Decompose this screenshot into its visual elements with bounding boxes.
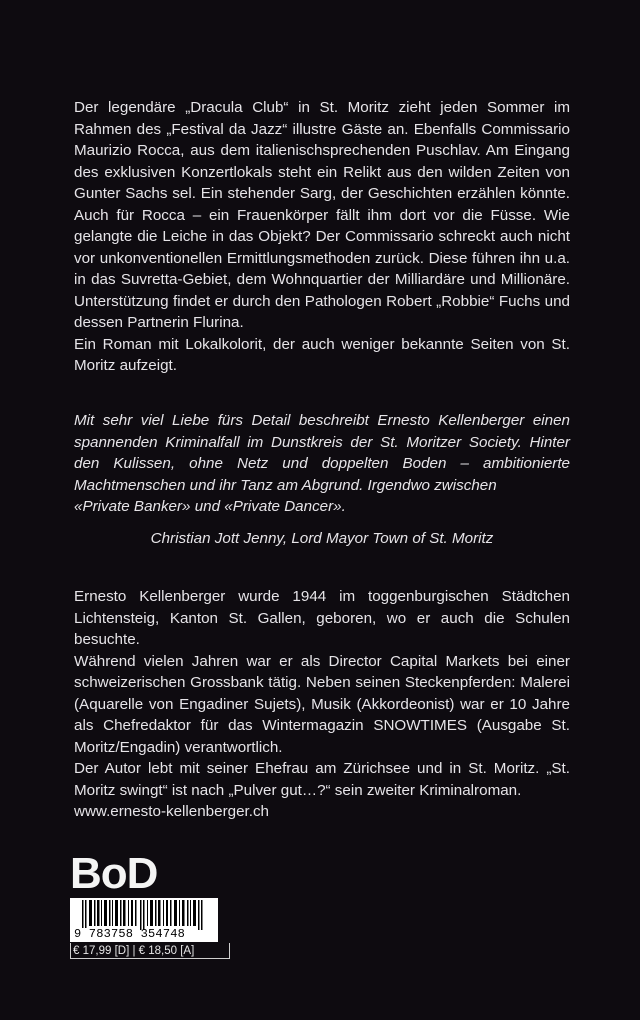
blurb-paragraph: Der legendäre „Dracula Club“ in St. Moritz zieht jeden Sommer im Rahmen des „Festival da Jazz“ illustre Gäste an. Ebenfalls Commissario Maurizio Rocca, aus dem italienischsprechenden Puschlav. Am Eingang des exklusiven Konzertlokals steht ein Relikt aus den wilden Zeiten von Gunter Sachs sel. Ein stehender Sarg, der Geschichten erzählen könnte. Auch für Rocca – ein Frauenkörper fällt ihm dort vor die Füsse. Wie gelangte die Leiche in das Objekt? Der Commissario schreckt auch nicht vor unkonventionellen Ermittlungsmethoden zurück. Diese führen ihn u.a. in das Suvretta-Gebiet, dem Wohnquartier der Milliardäre und Millionäre. Unterstützung findet er durch den Pathologen Robert „Robbie“ Fuchs und dessen Partnerin Flurina. bbox=[74, 99, 570, 331]
blurb-paragraph: Ein Roman mit Lokalkolorit, der auch weniger bekannte Seiten von St. Moritz aufzeigt. bbox=[74, 335, 570, 374]
isbn-barcode bbox=[70, 898, 218, 942]
author-paragraph: Während vielen Jahren war er als Director Capital Markets bei einer schweizerischen Grossbank tätig. Neben seinen Steckenpferden: Malerei (Aquarelle von Engadiner Sujets), Musik (Akkordeonist) war er 10 Jahre als Chefredaktor für das Wintermagazin SNOWTIMES (Ausgabe St. Moritz/Engadin) verantwortlich. bbox=[74, 652, 570, 756]
quote-text: Mit sehr viel Liebe fürs Detail beschreibt Ernesto Kellenberger einen spannenden Kriminalfall im Dunstkreis der St. Moritzer Society. Hinter den Kulissen, ohne Netz und doppelten Boden – ambitionierte Machtmenschen und ihr Tanz am Abgrund. Irgendwo zwischen bbox=[74, 412, 570, 494]
isbn-digits: 9 783758 354748 bbox=[74, 927, 186, 941]
author-paragraph: Ernesto Kellenberger wurde 1944 im toggenburgischen Städtchen Lichtensteig, Kanton St. Gallen, geboren, wo er auch die Schulen besuchte. bbox=[74, 588, 570, 648]
author-bio bbox=[74, 586, 570, 823]
book-blurb bbox=[74, 97, 570, 377]
price-label: € 17,99 [D] | € 18,50 [A] bbox=[70, 943, 230, 959]
publisher-logo: BoD bbox=[70, 849, 158, 898]
review-quote bbox=[74, 410, 570, 518]
author-website: www.ernesto-kellenberger.ch bbox=[74, 803, 270, 820]
author-paragraph: Der Autor lebt mit seiner Ehefrau am Zürichsee und in St. Moritz. „St. Moritz swingt“ ist nach „Pulver gut…?“ sein zweiter Kriminalroman. bbox=[74, 760, 570, 799]
quote-last-line: «Private Banker» und «Private Dancer». bbox=[74, 498, 346, 515]
quote-attribution: Christian Jott Jenny, Lord Mayor Town of St. Moritz bbox=[150, 530, 494, 547]
